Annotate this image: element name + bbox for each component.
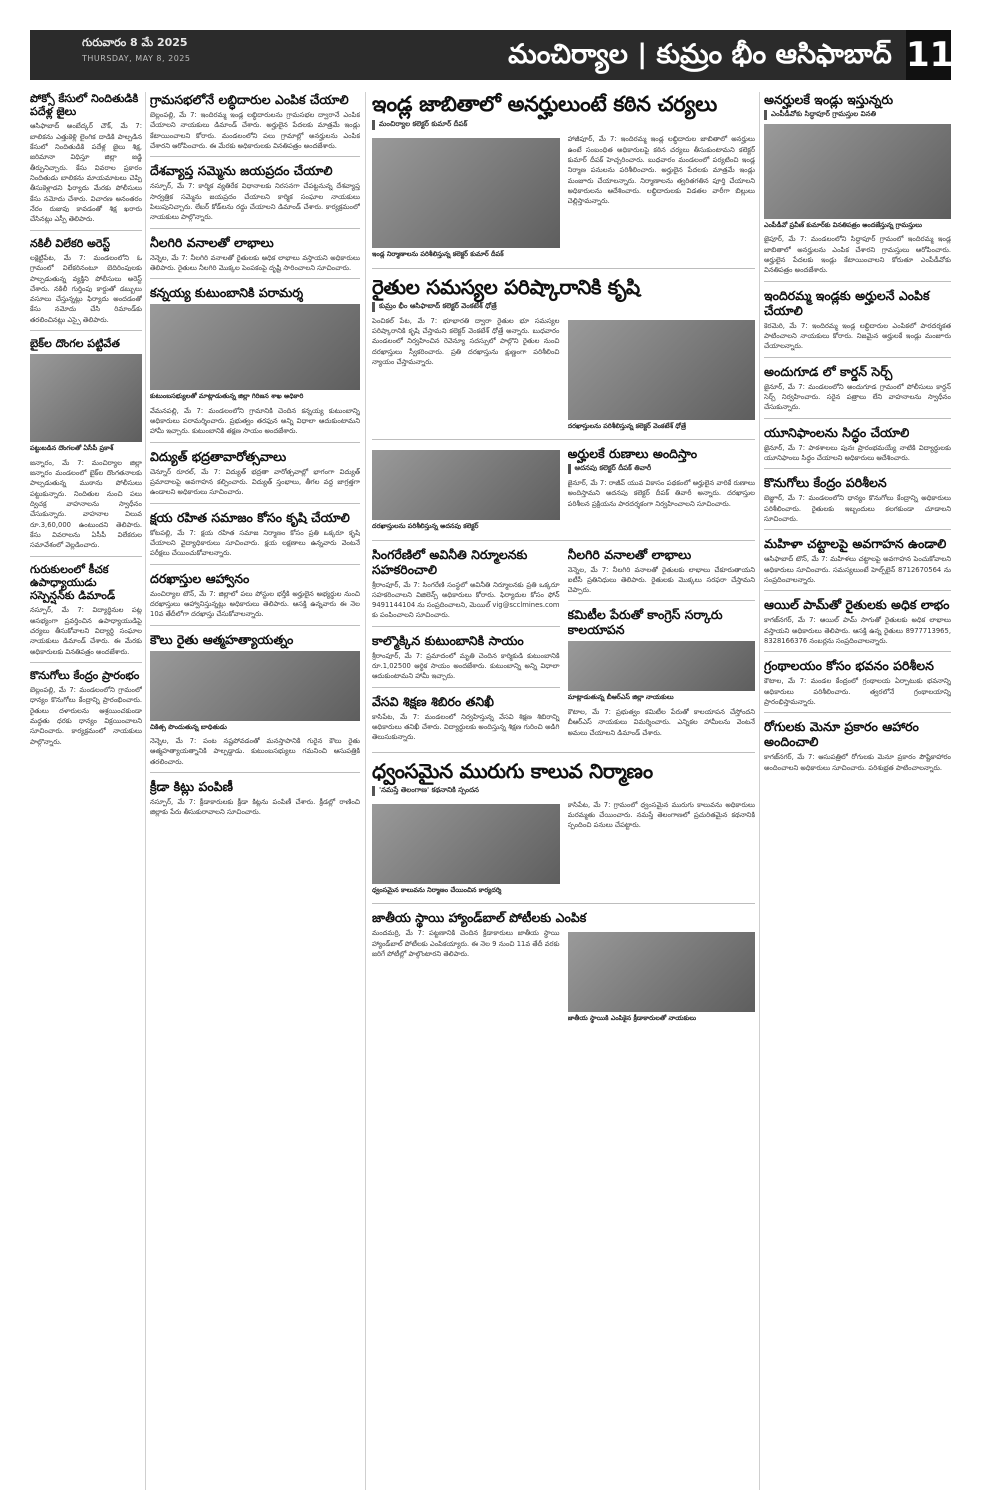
article-headline: కన్నయ్య కుటుంబానికి పరామర్శ <box>150 285 304 301</box>
divider <box>764 281 951 282</box>
column-divider <box>145 92 146 1490</box>
article-headline: కొనుగోలు కేంద్రం ప్రారంభం <box>30 668 140 682</box>
page-number: 11 <box>906 30 951 80</box>
photo-caption: కుటుంబసభ్యులతో మాట్లాడుతున్న జిల్లా గిరిజన శాఖ అధికారి <box>150 392 304 401</box>
article-headline: కౌలు రైతు ఆత్మహత్యాయత్నం <box>150 631 294 647</box>
news-photo <box>30 354 142 442</box>
divider <box>150 442 360 443</box>
article-body: పెంచికల్ పేట, మే 7: భూభారతి ద్వారా రైతుల భూ సమస్యల పరిష్కారానికి కృషి చేస్తామని కలెక్టర్ వెంకటేశ్ ధోత్రే అన్నారు. బుధవారం మండలంలో నిర్వహించిన రెవెన్యూ సదస్సులో పాల్గొని రైతుల నుంచి దరఖాస్తులు స్వీకరించారు. ప్రతి దరఖాస్తును క్షుణ్ణంగా పరిశీలించి న్యాయం చేస్తామన్నారు. <box>372 316 560 366</box>
news-photo <box>150 304 360 390</box>
divider <box>372 687 560 688</box>
divider <box>764 418 951 419</box>
article-body: జైనూర్, మే 7: మండలంలోని అందుగూడ గ్రామంలో పోలీసులు కార్డన్ సెర్చ్ నిర్వహించారు. సరైన పత్రాలు లేని వాహనాలను స్వాధీనం చేసుకున్నారు. <box>764 382 951 412</box>
article-body: బెల్లంపల్లి, మే 7: ఇందిరమ్మ ఇండ్ల లబ్ధిదారులను గ్రామసభల ద్వారానే ఎంపిక చేయాలని నాయకులు డిమాండ్ చేశారు. అర్హులైన పేదలకు మాత్రమే ఇండ్లు కేటాయించాలని కోరారు. మండలంలోని పలు గ్రామాల్లో అనర్హులను ఎంపిక చేశారని ఆరోపించారు. ఈ మేరకు అధికారులకు వినతిపత్రం అందజేశారు. <box>150 111 360 150</box>
article-headline: వేసవి శిక్షణ శిబిరం తనిఖీ <box>372 693 494 709</box>
article-byline: 'నమస్తే తెలంగాణ' కథనానికి స్పందన <box>372 786 755 796</box>
divider <box>30 556 142 557</box>
article-headline: అర్హులకే రుణాలు అందిస్తాం <box>567 446 698 462</box>
article-headline: యూనిఫాంలను సిద్ధం చేయాలి <box>764 424 910 440</box>
article-headline: కాల్మొక్కిన కుటుంబానికి సాయం <box>372 632 524 648</box>
divider <box>150 228 360 229</box>
divider <box>372 540 755 541</box>
article-headline: కమిటీల పేరుతో కాంగ్రెస్ సర్కారు కాలయాపన <box>567 607 723 638</box>
news-photo <box>764 124 951 219</box>
photo-caption: దరఖాస్తులను పరిశీలిస్తున్న కలెక్టర్ వెంకటేశ్ ధోత్రే <box>567 421 687 430</box>
article-body: నెన్నెల, మే 7: నీలగిరి వనాలతో రైతులకు లాభాలు చేకూరుతాయని ఐటీసీ ప్రతినిధులు తెలిపారు. రైతులకు మొక్కలు సరఫరా చేస్తామని చెప్పారు. <box>567 565 755 595</box>
column-2 <box>150 92 360 1490</box>
column-1 <box>30 92 142 1490</box>
article-body: బెల్లంపల్లి, మే 7: మండలంలోని గ్రామంలో ధాన్యం కొనుగోలు కేంద్రాన్ని ప్రారంభించారు. రైతులు దళారులను ఆశ్రయించకుండా మద్దతు ధరకు ధాన్యం విక్రయించాలని సూచించారు. కార్యక్రమంలో నాయకులు పాల్గొన్నారు. <box>30 686 142 746</box>
article-body: జన్నారం, మే 7: మంచిర్యాల జిల్లా జన్నారం మండలంలో బైక్‌ల దొంగతనాలకు పాల్పడుతున్న ముఠాను పోలీసులు పట్టుకున్నారు. నిందితుల నుంచి పలు ద్విచక్ర వాహనాలను స్వాధీనం చేసుకున్నారు. వాహనాల విలువ రూ.3,60,000 ఉంటుందని తెలిపారు. కేసు వివరాలను ఏసీపీ విలేకరుల సమావేశంలో వెల్లడించారు. <box>30 458 142 550</box>
divider <box>568 600 756 601</box>
photo-caption: ధ్వంసమైన కాలువను నిర్మాణం చేయించిన కార్యదర్శి <box>372 885 502 894</box>
issue-date-english: THURSDAY, MAY 8, 2025 <box>82 54 191 63</box>
article-headline: అనర్హులకే ఇండ్లు ఇస్తున్నరు <box>764 92 894 107</box>
issue-date-telugu: గురువారం 8 మే 2025 <box>82 36 188 49</box>
article-headline: రోగులకు మెనూ ప్రకారం ఆహారం అందించాలి <box>764 719 919 750</box>
article-byline: ఆదనపు కలెక్టర్ దీపక్ తివారీ <box>568 464 756 474</box>
article-headline: గ్రంథాలయం కోసం భవనం పరిశీలన <box>764 658 934 674</box>
article-headline: ఆయిల్ పామ్‌తో రైతులకు అధిక లాభం <box>764 597 950 613</box>
article-headline: రైతుల సమస్యల పరిష్కారానికి కృషి <box>372 274 640 299</box>
article-headline: అందుగూడ లో కార్డన్ సెర్చ్ <box>764 363 893 379</box>
news-photo <box>372 138 560 248</box>
divider <box>764 529 951 530</box>
divider <box>30 662 142 663</box>
article-headline: విద్యుత్ భద్రతావారోత్సవాలు <box>150 448 287 464</box>
article-body: కోటపల్లి, మే 7: క్షయ రహిత సమాజ నిర్మాణం కోసం ప్రతి ఒక్కరూ కృషి చేయాలని వైద్యాధికారులు సూచించారు. క్షయ లక్షణాలు ఉన్నవారు వెంటనే పరీక్షలు చేయించుకోవాలన్నారు. <box>150 528 360 558</box>
article-body: వేమనపల్లి, మే 7: మండలంలోని గ్రామానికి చెందిన కన్నయ్య కుటుంబాన్ని అధికారులు పరామర్శించారు. ప్రభుత్వం తరఫున అన్ని విధాలా ఆదుకుంటామని హామీ ఇచ్చారు. కుటుంబానికి తక్షణ సాయం అందజేశారు. <box>150 406 360 436</box>
photo-caption: మాట్లాడుతున్న బీఆర్ఎస్ జిల్లా నాయకులు <box>567 693 674 702</box>
divider <box>372 268 755 269</box>
article-headline: కొనుగోలు కేంద్రం పరిశీలన <box>764 475 887 491</box>
article-headline: క్షయ రహిత సమాజం కోసం కృషి చేయాలి <box>150 509 350 525</box>
divider <box>150 564 360 565</box>
article-headline: దరఖాస్తుల ఆహ్వానం <box>150 570 250 586</box>
article-byline: ఎంపీడీవోకు సిద్ధాపూర్ గ్రామస్తుల వినతి <box>764 110 951 120</box>
article-headline: క్రీడా కిట్లు పంపిణీ <box>150 779 233 795</box>
article-body: జైనూర్, మే 7: రాజీవ్ యువ వికాసం పథకంలో అర్హులైన వారికే రుణాలు అందిస్తామని అదనపు కలెక్టర్ దీపక్ తివారీ అన్నారు. దరఖాస్తుల పరిశీలన ప్రక్రియను పారదర్శకంగా నిర్వహించాలని సూచించారు. <box>567 479 755 508</box>
divider <box>30 230 142 231</box>
divider <box>764 468 951 469</box>
article-headline: జాతీయ స్థాయి హ్యాండ్‌బాల్ పోటీలకు ఎంపిక <box>372 910 587 926</box>
divider <box>150 503 360 504</box>
section-title: మంచిర్యాల | కుమ్రం భీం ఆసిఫాబాద్ <box>508 39 892 70</box>
article-headline: సింగరేణిలో అవినీతి నిర్మూలనకు సహకరించాలి <box>372 546 528 577</box>
article-headline: నకిలీ విలేకరి అరెస్ట్ <box>30 236 111 250</box>
article-headline: ఇందిరమ్మ ఇండ్లకు అర్హులనే ఎంపిక చేయాలి <box>764 287 930 318</box>
divider <box>764 357 951 358</box>
photo-caption: ఎంపీడీవో ప్రవీణ్ కుమార్‌కు వినతిపత్రం అందజేస్తున్న గ్రామస్తులు <box>764 221 922 229</box>
article-body: జైపూర్, మే 7: మండలంలోని సిద్ధాపూర్ గ్రామంలో ఇందిరమ్మ ఇండ్ల జాబితాలో అనర్హులను ఎంపిక చేశారని గ్రామస్తులు ఆరోపించారు. అర్హులైన పేదలకు ఇండ్లు కేటాయించాలని కోరుతూ ఎంపీడీవోకు వినతిపత్రం అందజేశారు. <box>764 235 951 275</box>
article-body: నస్పూర్, మే 7: విద్యార్థినుల పట్ల అసభ్యంగా ప్రవర్తించిన ఉపాధ్యాయుడిపై చర్యలు తీసుకోవాలని విద్యార్థి సంఘాల నాయకులు డిమాండ్ చేశారు. ఈ మేరకు అధికారులకు వినతిపత్రం అందజేశారు. <box>30 606 142 656</box>
article-body: కాసిపేట, మే 7: మండలంలో నిర్వహిస్తున్న వేసవి శిక్షణ శిబిరాన్ని అధికారులు తనిఖీ చేశారు. విద్యార్థులకు అందిస్తున్న శిక్షణ గురించి అడిగి తెలుసుకున్నారు. <box>372 712 560 742</box>
divider <box>150 278 360 279</box>
article-body: హాజీపూర్, మే 7: ఇందిరమ్మ ఇండ్ల లబ్ధిదారుల జాబితాలో అనర్హులు ఉంటే సంబంధిత అధికారులపై కఠిన చర్యలు తీసుకుంటామని కలెక్టర్ కుమార్ దీపక్ హెచ్చరించారు. బుధవారం మండలంలో పర్యటించి ఇండ్ల నిర్మాణ పనులను పరిశీలించారు. అర్హులైన పేదలకు మాత్రమే ఇండ్లు మంజూరు చేయాలన్నారు. నిర్మాణాలను త్వరితగతిన పూర్తి చేయాలని అధికారులను ఆదేశించారు. లబ్ధిదారులకు విడతల వారీగా బిల్లులు చెల్లిస్తామన్నారు. <box>567 135 755 206</box>
article-body: లక్షెట్టిపేట, మే 7: మండలంలోని ఓ గ్రామంలో విలేకరినంటూ బెదిరింపులకు పాల్పడుతున్న వ్యక్తిని పోలీసులు అరెస్ట్ చేశారు. నకిలీ గుర్తింపు కార్డుతో డబ్బులు వసూలు చేస్తున్నట్లు ఫిర్యాదు అందడంతో కేసు నమోదు చేసి రిమాండ్‌కు తరలించినట్లు ఎస్సై తెలిపారు. <box>30 253 142 324</box>
article-body: కాసిపేట, మే 7: గ్రామంలో ధ్వంసమైన మురుగు కాలువను అధికారులు మరమ్మతు చేయించారు. నమస్తే తెలంగాణలో ప్రచురితమైన కథనానికి స్పందించి పనులు చేపట్టారు. <box>567 800 755 830</box>
divider <box>150 156 360 157</box>
divider <box>764 590 951 591</box>
divider <box>150 625 360 626</box>
article-body: నస్పూర్, మే 7: క్రీడాకారులకు క్రీడా కిట్లను పంపిణీ చేశారు. క్రీడల్లో రాణించి జిల్లాకు పేరు తీసుకురావాలని సూచించారు. <box>150 798 360 817</box>
article-headline: నీలగిరి వనాలతో లాభాలు <box>150 234 274 250</box>
article-byline: మంచిర్యాల కలెక్టర్ కుమార్ దీపక్ <box>372 120 755 130</box>
article-headline: బైక్‌ల దొంగల పట్టివేత <box>30 337 120 351</box>
article-body: నెన్నెల, మే 7: పంట నష్టపోవడంతో మనస్తాపానికి గురైన కౌలు రైతు ఆత్మహత్యాయత్నానికి పాల్పడ్డాడు. కుటుంబసభ్యులు గమనించి ఆసుపత్రికి తరలించారు. <box>150 737 360 766</box>
photo-caption: చికిత్స పొందుతున్న బాధితుడు <box>150 722 227 731</box>
divider <box>764 651 951 652</box>
article-body: కౌటాల, మే 7: ప్రభుత్వం కమిటీల పేరుతో కాలయాపన చేస్తోందని బీఆర్ఎస్ నాయకులు విమర్శించారు. ఎన్నికల హామీలను వెంటనే అమలు చేయాలని డిమాండ్ చేశారు. <box>567 707 755 737</box>
news-photo <box>568 320 756 420</box>
article-body: కౌటాల, మే 7: మండల కేంద్రంలో గ్రంథాలయ ఏర్పాటుకు భవనాన్ని అధికారులు పరిశీలించారు. త్వరలోనే గ్రంథాలయాన్ని ప్రారంభిస్తామన్నారు. <box>764 677 951 706</box>
lead-headline: ఇండ్ల జాబితాలో అనర్హులుంటే కఠిన చర్యలు <box>372 92 717 116</box>
article-headline: గ్రామసభలోనే లబ్ధిదారుల ఎంపిక చేయాలి <box>150 92 349 107</box>
news-photo <box>372 804 560 884</box>
article-body: జైనూర్, మే 7: పాఠశాలలు పునః ప్రారంభమయ్యే నాటికి విద్యార్థులకు యూనిఫాంలు సిద్ధం చేయాలని అధికారులు ఆదేశించారు. <box>764 443 951 463</box>
article-body: ఆసిఫాబాద్ అంబేద్కర్ చౌక్, మే 7: బాలికను ఎత్తుకెళ్లి లైంగిక దాడికి పాల్పడిన కేసులో నిందితుడికి పదేళ్ల జైలు శిక్ష, జరిమానా విధిస్తూ జిల్లా జడ్జి తీర్పునిచ్చారు. కేసు వివరాల ప్రకారం నిందితుడు బాలికను మాయమాటలు చెప్పి తీసుకెళ్లాడని ఫిర్యాదు మేరకు పోలీసులు కేసు నమోదు చేశారు. విచారణ అనంతరం నేరం రుజువు కావడంతో శిక్ష ఖరారు చేసినట్లు ఎస్పీ తెలిపారు. <box>30 122 142 224</box>
news-photo <box>372 450 560 520</box>
news-photo <box>568 932 756 1012</box>
news-photo <box>568 641 756 691</box>
column-divider <box>365 92 366 1490</box>
article-headline: ధ్వంసమైన మురుగు కాలువ నిర్మాణం <box>372 758 653 783</box>
photo-caption: ఇండ్ల నిర్మాణాలను పరిశీలిస్తున్న కలెక్టర్ కుమార్ దీపక్ <box>372 250 504 259</box>
article-body: బెజ్జూర్, మే 7: మండలంలోని ధాన్యం కొనుగోలు కేంద్రాన్ని అధికారులు పరిశీలించారు. రైతులకు ఇబ్బందులు కలగకుండా చూడాలని సూచించారు. <box>764 494 951 524</box>
photo-caption: పట్టుబడిన దొంగలతో ఏసీపీ ప్రకాశ్ <box>30 444 114 453</box>
article-headline: దేశవ్యాప్త సమ్మెను జయప్రదం చేయాలి <box>150 163 333 179</box>
article-body: నెన్నెల, మే 7: నీలగిరి వనాలతో రైతులకు అధిక లాభాలు వస్తాయని అధికారులు తెలిపారు. రైతులు నీలగిరి మొక్కల పెంపకంపై దృష్టి సారించాలని సూచించారు. <box>150 253 360 272</box>
article-headline: పోక్సో కేసులో నిందితుడికి పదేళ్ల జైలు <box>30 92 139 119</box>
article-body: చెన్నూర్ రూరల్, మే 7: విద్యుత్ భద్రతా వారోత్సవాల్లో భాగంగా విద్యుత్ ప్రమాదాలపై అవగాహన కల్పించారు. విద్యుత్ స్తంభాలు, తీగల వద్ద జాగ్రత్తగా ఉండాలని అధికారులు సూచించారు. <box>150 467 360 497</box>
divider <box>372 752 755 753</box>
divider <box>764 712 951 713</box>
column-3 <box>372 92 755 1490</box>
article-body: మంచిర్యాల టౌన్, మే 7: జిల్లాలో పలు పోస్టుల భర్తీకి అర్హులైన అభ్యర్థుల నుంచి దరఖాస్తులు ఆహ్వానిస్తున్నట్లు అధికారులు తెలిపారు. ఆసక్తి ఉన్నవారు ఈ నెల 10వ తేదీలోగా దరఖాస్తు చేసుకోవాలన్నారు. <box>150 589 360 619</box>
news-photo <box>150 651 360 721</box>
article-headline: గురుకులంలో కీచక ఉపాధ్యాయుడు సస్పెన్షన్‌కు డిమాండ్ <box>30 562 116 603</box>
article-headline: మహిళా చట్టాలపై అవగాహన ఉండాలి <box>764 536 947 552</box>
article-byline: కుమ్రం భీం ఆసిఫాబాద్ కలెక్టర్ వెంకటేశ్ ధోత్రే <box>372 302 755 312</box>
column-4 <box>764 92 951 1490</box>
article-body: నస్పూర్, మే 7: కార్మిక వ్యతిరేక విధానాలకు నిరసనగా చేపట్టనున్న దేశవ్యాప్త సార్వత్రిక సమ్మెను జయప్రదం చేయాలని కార్మిక సంఘాల నాయకులు పిలుపునిచ్చారు. లేబర్ కోడ్‌లను రద్దు చేయాలని డిమాండ్ చేశారు. కార్యక్రమంలో నాయకులు పాల్గొన్నారు. <box>150 182 360 222</box>
article-body: శ్రీరాంపూర్, మే 7: ప్రమాదంలో మృతి చెందిన కార్మికుడి కుటుంబానికి రూ.1,02500 ఆర్థిక సాయం అందజేశారు. కుటుంబాన్ని అన్ని విధాలా ఆదుకుంటామని హామీ ఇచ్చారు. <box>372 651 560 681</box>
article-body: శ్రీరాంపూర్, మే 7: సింగరేణి సంస్థలో అవినీతి నిర్మూలనకు ప్రతి ఒక్కరూ సహకరించాలని విజిలెన్స్ అధికారులు కోరారు. ఫిర్యాదుల కోసం ఫోన్ 9491144104 ను సంప్రదించాలని, మెయిల్ vig@scclmines.com కు పంపించాలని సూచించారు. <box>372 580 560 620</box>
divider <box>150 772 360 773</box>
divider <box>30 330 142 331</box>
divider <box>372 903 755 904</box>
masthead <box>30 30 954 80</box>
photo-caption: దరఖాస్తులను పరిశీలిస్తున్న అదనపు కలెక్టర్ <box>372 522 479 531</box>
article-body: కెరమెరి, మే 7: ఇందిరమ్మ ఇండ్ల లబ్ధిదారుల ఎంపికలో పారదర్శకత పాటించాలని నాయకులు కోరారు. నిజమైన అర్హులకే ఇండ్లు మంజూరు చేయాలన్నారు. <box>764 321 951 351</box>
article-body: కాగజ్‌నగర్, మే 7: ఆసుపత్రిలో రోగులకు మెనూ ప్రకారం పౌష్టికాహారం అందించాలని అధికారులు సూచించారు. పరిశుభ్రత పాటించాలన్నారు. <box>764 753 951 772</box>
article-body: మందమర్రి, మే 7: పట్టణానికి చెందిన క్రీడాకారులు జాతీయ స్థాయి హ్యాండ్‌బాల్ పోటీలకు ఎంపికయ్యారు. ఈ నెల 9 నుంచి 11వ తేదీ వరకు జరిగే పోటీల్లో పాల్గొంటారని తెలిపారు. <box>372 929 560 958</box>
article-body: కాగజ్‌నగర్, మే 7: ఆయిల్ పామ్ సాగుతో రైతులకు అధిక లాభాలు వస్తాయని అధికారులు తెలిపారు. ఆసక్తి ఉన్న రైతులు 8977713965, 8328166376 నంబర్లను సంప్రదించాలన్నారు. <box>764 616 951 645</box>
photo-caption: జాతీయ స్థాయికి ఎంపికైన క్రీడాకారులతో నాయకులు <box>567 1014 697 1023</box>
divider <box>372 626 560 627</box>
column-divider <box>759 92 760 1490</box>
article-body: ఆసిఫాబాద్ టౌన్, మే 7: మహిళలు చట్టాలపై అవగాహన పెంచుకోవాలని అధికారులు సూచించారు. సమస్యలుంటే హెల్ప్‌లైన్ 8712670564 ను సంప్రదించాలన్నారు. <box>764 555 951 585</box>
divider <box>372 439 755 440</box>
article-headline: నీలగిరి వనాలతో లాభాలు <box>567 546 692 562</box>
